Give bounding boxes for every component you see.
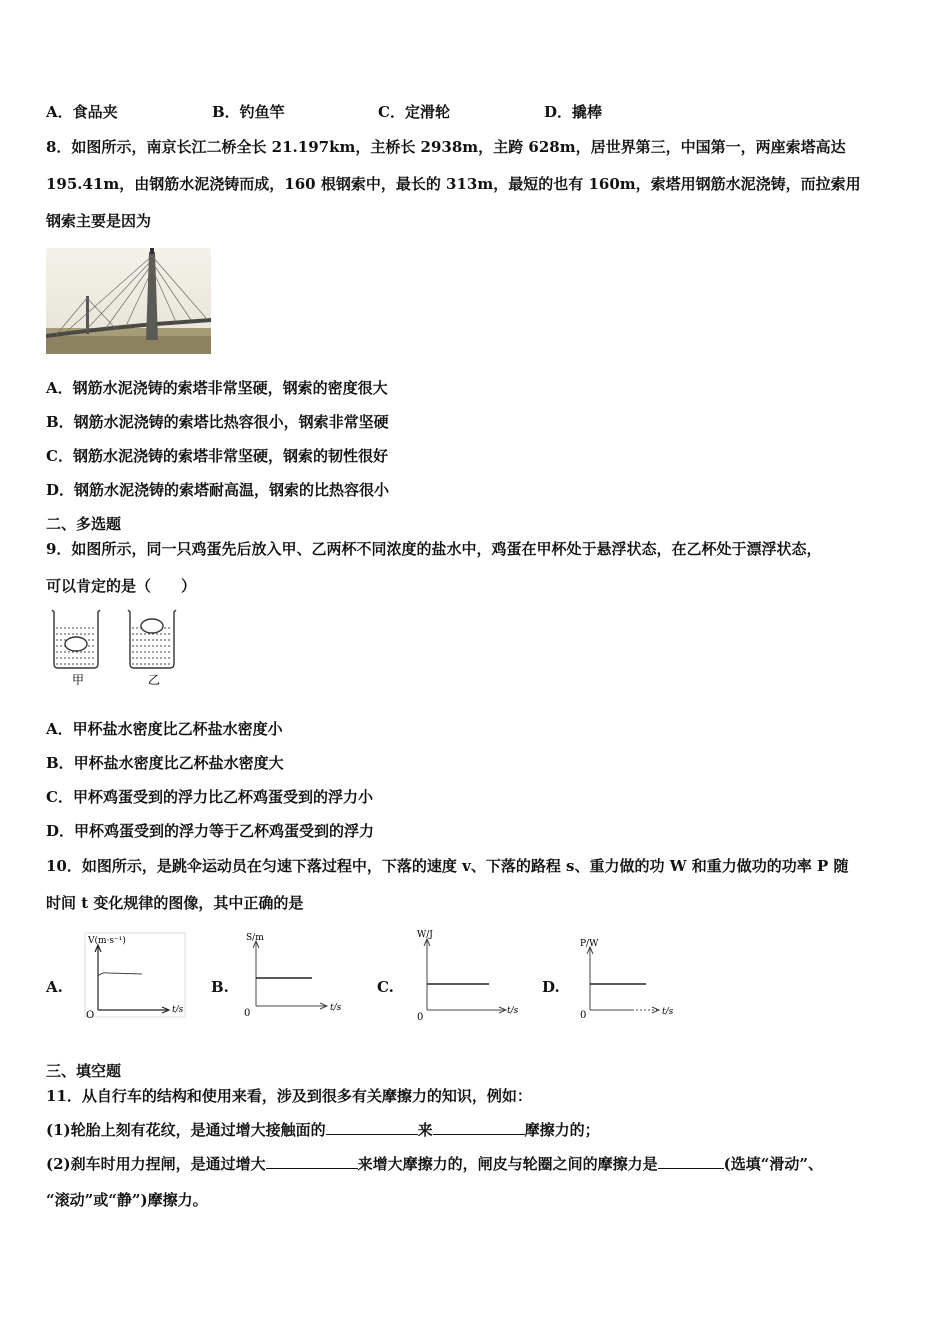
q10-option-b-label: B. bbox=[211, 978, 229, 996]
beaker-jia bbox=[52, 610, 100, 668]
graph-c-xlabel: t/s bbox=[507, 1006, 519, 1016]
q11-blank-2[interactable] bbox=[433, 1120, 525, 1135]
beakers-figure bbox=[46, 606, 196, 688]
graph-d-xlabel: t/s bbox=[662, 1007, 674, 1017]
q11-blank-4[interactable] bbox=[658, 1154, 724, 1169]
cup-label-jia: 甲 bbox=[72, 673, 85, 687]
q9-stem-line1: 9．如图所示，同一只鸡蛋先后放入甲、乙两杯不同浓度的盐水中，鸡蛋在甲杯处于悬浮状态，在乙杯处于漂浮状态， bbox=[46, 540, 822, 558]
graph-d-ylabel: P/W bbox=[580, 939, 599, 949]
q8-stem-line2: 195.41m，由钢筋水泥浇铸而成，160 根钢索中，最长的 313m，最短的也有 160m，索塔用钢筋水泥浇铸，而拉索用 bbox=[46, 175, 861, 193]
q11-part2-text-a: (2)刹车时用力捏闸，是通过增大 bbox=[46, 1155, 266, 1173]
graph-b-distance bbox=[240, 930, 350, 1020]
q10-option-c-label: C. bbox=[377, 978, 394, 996]
q11-blank-3[interactable] bbox=[266, 1154, 358, 1169]
q8-option-b: B．钢筋水泥浇铸的索塔比热容很小，钢索非常坚硬 bbox=[46, 413, 389, 431]
q11-part1-text-c: 摩擦力的； bbox=[524, 1121, 600, 1139]
q7-option-a: A．食品夹 bbox=[46, 103, 118, 121]
graph-d-power bbox=[574, 936, 686, 1022]
q7-option-b: B．钓鱼竿 bbox=[212, 103, 285, 121]
q10-stem-line1: 10．如图所示，是跳伞运动员在匀速下落过程中，下落的速度 v、下落的路程 s、重力做的功 W 和重力做功的功率 P 随 bbox=[46, 857, 849, 875]
graph-a-origin: O bbox=[86, 1010, 95, 1020]
q9-option-a: A．甲杯盐水密度比乙杯盐水密度小 bbox=[46, 720, 283, 738]
q8-option-c: C．钢筋水泥浇铸的索塔非常坚硬，钢索的韧性很好 bbox=[46, 447, 388, 465]
section2-title: 二、多选题 bbox=[46, 515, 122, 533]
q11-stem: 11．从自行车的结构和使用来看，涉及到很多有关摩擦力的知识，例如： bbox=[46, 1087, 532, 1105]
q10-stem-line2: 时间 t 变化规律的图像，其中正确的是 bbox=[46, 894, 304, 912]
q7-option-c: C．定滑轮 bbox=[378, 103, 450, 121]
q7-option-d: D．撬棒 bbox=[544, 103, 603, 121]
q11-part2-line2: “滚动”或“静”)摩擦力。 bbox=[46, 1191, 208, 1209]
cup-label-yi: 乙 bbox=[148, 673, 161, 687]
q10-option-a-label: A. bbox=[46, 978, 63, 996]
graph-a-ylabel: V(m·s⁻¹) bbox=[88, 936, 126, 946]
q9-option-b: B．甲杯盐水密度比乙杯盐水密度大 bbox=[46, 754, 284, 772]
q8-stem-line3: 钢索主要是因为 bbox=[46, 212, 152, 230]
graph-d-origin: 0 bbox=[580, 1010, 587, 1021]
q8-stem-line1: 8．如图所示，南京长江二桥全长 21.197km，主桥长 2938m，主跨 628m，居世界第三，中国第一，两座索塔高达 bbox=[46, 138, 846, 156]
graph-c-origin: 0 bbox=[417, 1012, 424, 1022]
graph-a-xlabel: t/s bbox=[172, 1005, 184, 1015]
graph-a-velocity bbox=[84, 932, 188, 1020]
q9-option-d: D．甲杯鸡蛋受到的浮力等于乙杯鸡蛋受到的浮力 bbox=[46, 822, 375, 840]
q8-option-a: A．钢筋水泥浇铸的索塔非常坚硬，钢索的密度很大 bbox=[46, 379, 388, 397]
q11-part1-text-a: (1)轮胎上刻有花纹，是通过增大接触面的 bbox=[46, 1121, 326, 1139]
graph-b-xlabel: t/s bbox=[330, 1003, 342, 1013]
q11-part2-text-b: 来增大摩擦力的，闸皮与轮圈之间的摩擦力是 bbox=[357, 1155, 658, 1173]
q11-part1-text-b: 来 bbox=[417, 1121, 433, 1139]
velocity-curve bbox=[98, 973, 142, 976]
section3-title: 三、填空题 bbox=[46, 1062, 122, 1080]
q10-option-d-label: D. bbox=[542, 978, 560, 996]
q11-part2 bbox=[46, 1154, 823, 1174]
bridge-photo bbox=[46, 248, 211, 354]
q8-option-d: D．钢筋水泥浇铸的索塔耐高温，钢索的比热容很小 bbox=[46, 481, 390, 499]
graph-c-work bbox=[409, 926, 531, 1022]
q11-part1 bbox=[46, 1120, 600, 1140]
q11-part2-text-c: (选填“滑动”、 bbox=[723, 1155, 824, 1173]
graph-b-origin: 0 bbox=[244, 1008, 251, 1019]
q11-blank-1[interactable] bbox=[326, 1120, 418, 1135]
beaker-yi bbox=[128, 610, 176, 668]
q9-option-c: C．甲杯鸡蛋受到的浮力比乙杯鸡蛋受到的浮力小 bbox=[46, 788, 373, 806]
q9-stem-line2: 可以肯定的是（ ） bbox=[46, 577, 197, 595]
graph-c-ylabel: W/J bbox=[417, 930, 433, 940]
graph-b-ylabel: S/m bbox=[246, 933, 264, 943]
